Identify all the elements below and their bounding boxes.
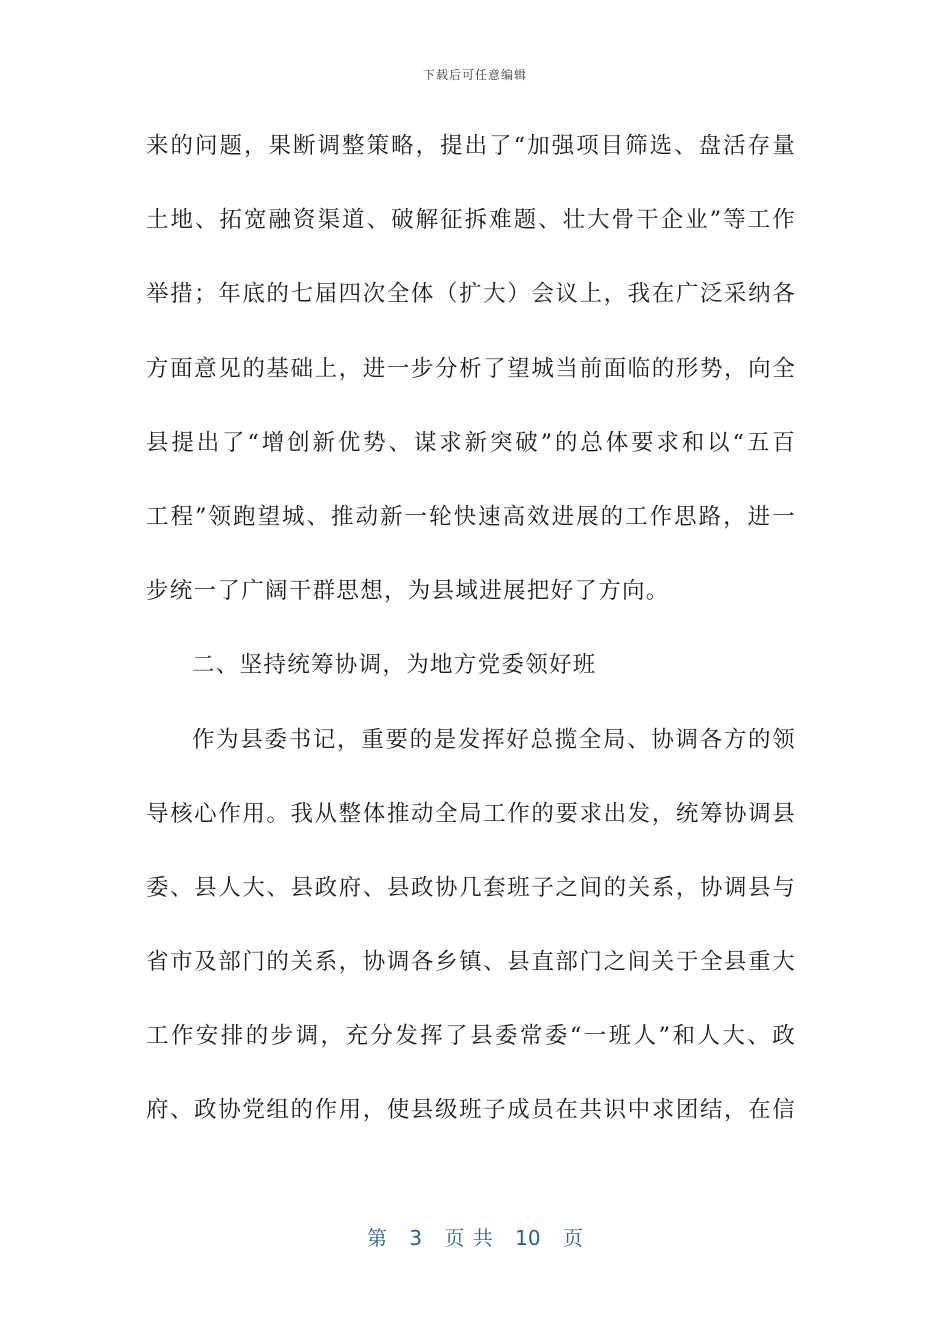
text-line: 作为县委书记，重要的是发挥好总揽全局、协调各方的领 xyxy=(192,726,796,753)
text-line: 省市及部门的关系，协调各乡镇、县直部门之间关于全县重大 xyxy=(146,949,796,976)
text-line: 委、县人大、县政府、县政协几套班子之间的关系，协调县与 xyxy=(146,874,796,901)
footer-prefix: 第 xyxy=(367,1226,387,1250)
text-line: 导核心作用。我从整体推动全局工作的要求出发，统筹协调县 xyxy=(146,800,796,827)
section-heading: 二、坚持统筹协调，为地方党委领好班 xyxy=(192,652,597,679)
footer-middle: 页 共 xyxy=(444,1226,493,1250)
page-footer xyxy=(0,1222,950,1251)
text-line: 举措；年底的七届四次全体（扩大）会议上，我在广泛采纳各 xyxy=(146,281,796,308)
text-line: 方面意见的基础上，进一步分析了望城当前面临的形势，向全 xyxy=(146,355,796,382)
text-line: 府、政协党组的作用，使县级班子成员在共识中求团结，在信 xyxy=(146,1097,796,1124)
document-body xyxy=(146,120,796,1159)
total-pages-number: 10 xyxy=(515,1226,541,1250)
text-line: 来的问题，果断调整策略，提出了“加强项目筛选、盘活存量 xyxy=(146,133,796,159)
text-line: 县提出了“增创新优势、谋求新突破”的总体要求和以“五百 xyxy=(146,429,796,456)
page-header: 下载后可任意编辑 xyxy=(422,68,527,82)
text-line: 步统一了广阔干群思想，为县域进展把好了方向。 xyxy=(146,578,670,605)
footer-suffix: 页 xyxy=(562,1226,583,1250)
current-page-number: 3 xyxy=(409,1226,423,1250)
text-line: 工程”领跑望城、推动新一轮快速高效进展的工作思路，进一 xyxy=(146,503,796,530)
text-line: 土地、拓宽融资渠道、破解征拆难题、壮大骨干企业”等工作 xyxy=(146,207,796,234)
text-line: 工作安排的步调，充分发挥了县委常委“一班人”和人大、政 xyxy=(146,1023,796,1050)
